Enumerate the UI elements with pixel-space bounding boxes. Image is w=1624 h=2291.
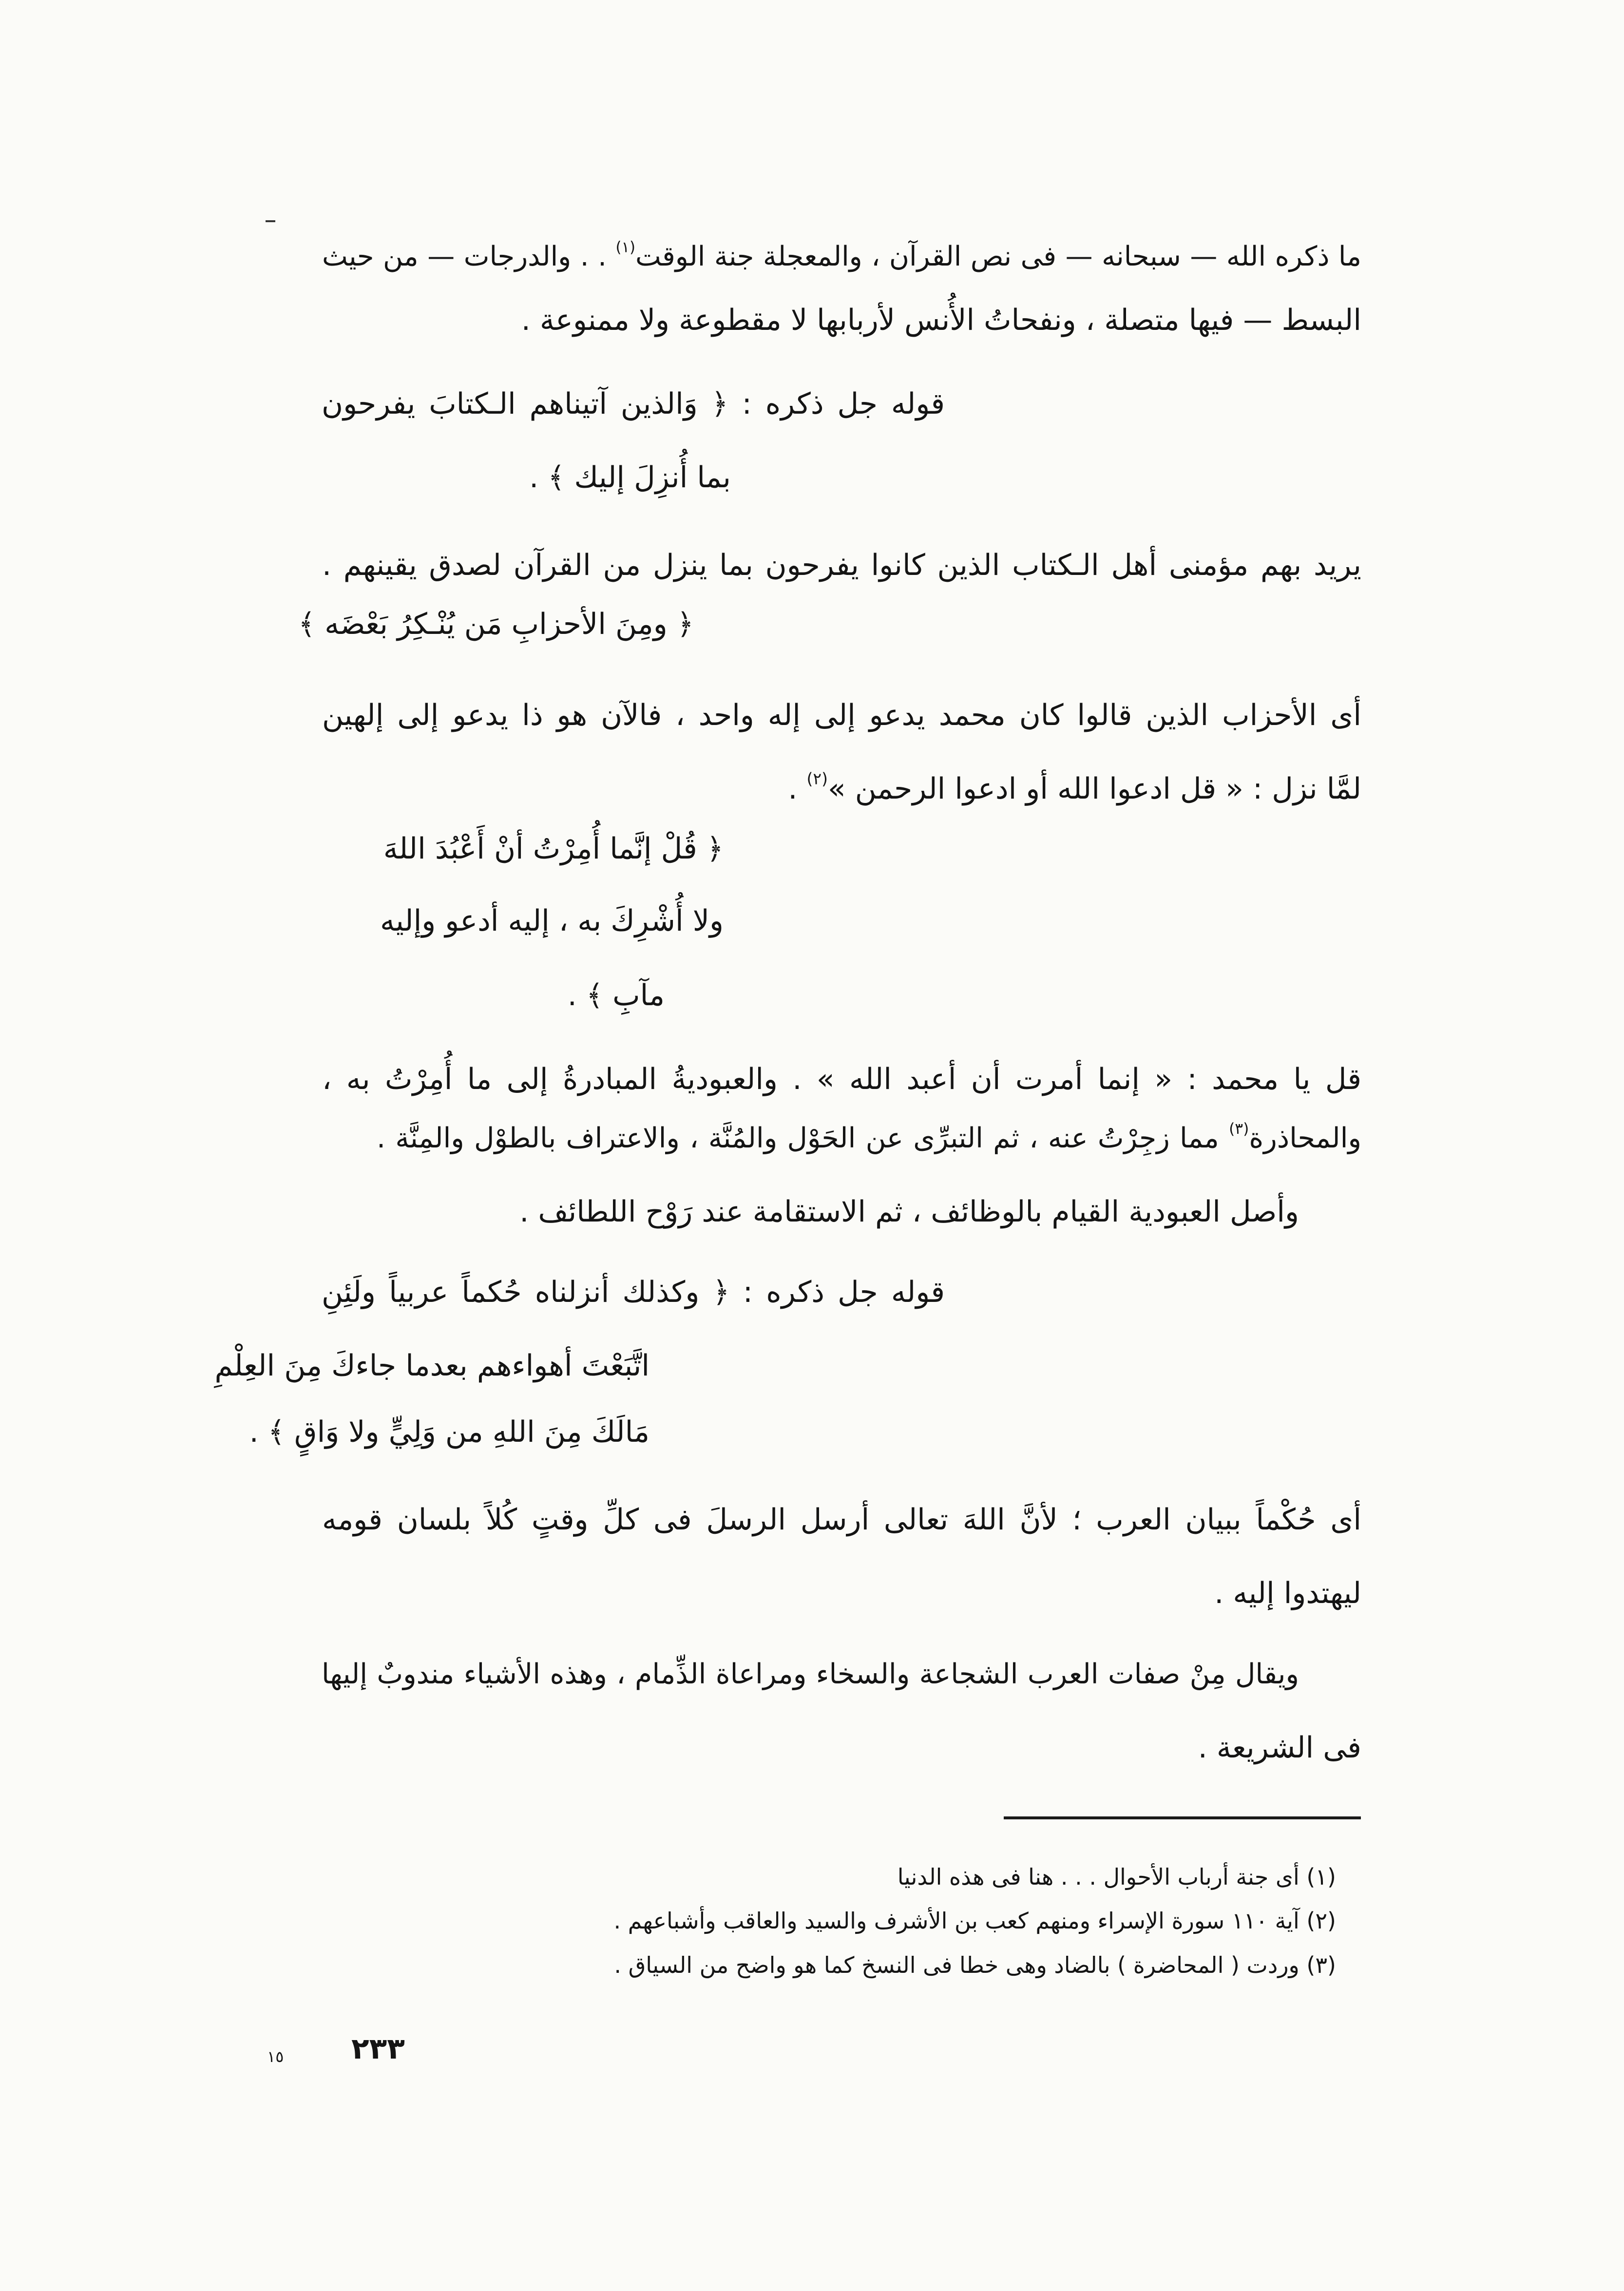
- page-number: ٢٣٣: [351, 2032, 405, 2066]
- verse-line: مَالَكَ مِنَ اللهِ من وَلِيٍّ ولا وَاقٍ ﴾ .: [249, 1415, 650, 1449]
- body-line: ليهتدوا إليه .: [1214, 1576, 1361, 1610]
- body-line: [377, 1114, 1361, 1163]
- body-text: مما زجِرْتُ عنه ، ثم التبرِّى عن الحَوْل والمُنَّة ، والاعتراف بالطوْل والمِنَّة .: [377, 1122, 1229, 1154]
- signature-mark: ١٥: [267, 2047, 284, 2066]
- body-line: أى حُكْماً ببيان العرب ؛ لأنَّ اللهَ تعالى أرسل الرسلَ فى كلِّ وقتٍ كُلاً بلسان قومه: [322, 1503, 1361, 1537]
- body-text: لمَّا نزل : « قل ادعوا الله أو ادعوا الرحمن »: [828, 772, 1361, 806]
- body-line: [788, 764, 1361, 813]
- verse-heading-line: قوله جل ذكره : ﴿ وكذلك أنزلناه حُكماً عربياً ولَئِنِ: [322, 1275, 945, 1309]
- footnote: (٢) آية ١١٠ سورة الإسراء ومنهم كعب بن الأشرف والسيد والعاقب وأشباعهم .: [613, 1908, 1336, 1934]
- body-text: ما ذكره الله — سبحانه — فى نص القرآن ، والمعجلة جنة الوقت: [635, 241, 1361, 272]
- body-line: قل يا محمد : « إنما أمرت أن أعبد الله » . والعبوديةُ المبادرةُ إلى ما أُمِرْتُ به ،: [322, 1062, 1361, 1096]
- footnote-rule: [1004, 1816, 1361, 1819]
- footnote: (٣) وردت ( المحاضرة ) بالضاد وهى خطا فى النسخ كما هو واضح من السياق .: [614, 1952, 1336, 1978]
- verse-line: ولا أُشْرِكَ به ، إليه أدعو وإليه: [380, 904, 724, 938]
- body-line: البسط — فيها متصلة ، ونفحاتُ الأُنس لأربابها لا مقطوعة ولا ممنوعة .: [521, 303, 1361, 337]
- body-text: .: [788, 772, 807, 806]
- body-line: فى الشريعة .: [1198, 1731, 1361, 1765]
- footnote: (١) أى جنة أرباب الأحوال . . . هنا فى هذه الدنيا: [897, 1864, 1336, 1890]
- verse-line: اتَّبَعْتَ أهواءهم بعدما جاءكَ مِنَ العِلْمِ: [214, 1349, 650, 1383]
- verse-line: مآبِ ﴾ .: [567, 978, 665, 1012]
- footnote-ref[interactable]: (٣): [1229, 1120, 1249, 1138]
- body-line: يريد بهم مؤمنى أهل الـكتاب الذين كانوا يفرحون بما ينزل من القرآن لصدق يقينهم .: [322, 548, 1361, 582]
- verse-line: ﴿ قُلْ إنَّما أُمِرْتُ أنْ أَعْبُدَ اللهَ: [383, 832, 724, 866]
- body-line: ويقال مِنْ صفات العرب الشجاعة والسخاء ومراعاة الذِّمام ، وهذه الأشياء مندوبٌ إليها: [322, 1658, 1299, 1690]
- body-line: أى الأحزاب الذين قالوا كان محمد يدعو إلى إله واحد ، فالآن هو ذا يدعو إلى إلهين: [322, 698, 1361, 732]
- body-line: [322, 232, 1361, 281]
- footnote-ref[interactable]: (٢): [806, 769, 828, 788]
- footnote-ref[interactable]: (١): [615, 238, 636, 256]
- body-text: . . والدرجات — من حيث: [322, 241, 616, 272]
- body-line: وأصل العبودية القيام بالوظائف ، ثم الاستقامة عند رَوْح اللطائف .: [519, 1195, 1299, 1229]
- body-text: والمحاذرة: [1249, 1122, 1361, 1154]
- margin-mark: [266, 220, 275, 222]
- verse-line: ﴿ ومِنَ الأحزابِ مَن يُنْـكِرُ بَعْضَه ﴾: [298, 607, 694, 641]
- verse-heading-line: قوله جل ذكره : ﴿ وَالذين آتيناهم الـكتابَ يفرحون: [322, 387, 945, 421]
- verse-line: بما أُنزِلَ إليك ﴾ .: [529, 460, 731, 495]
